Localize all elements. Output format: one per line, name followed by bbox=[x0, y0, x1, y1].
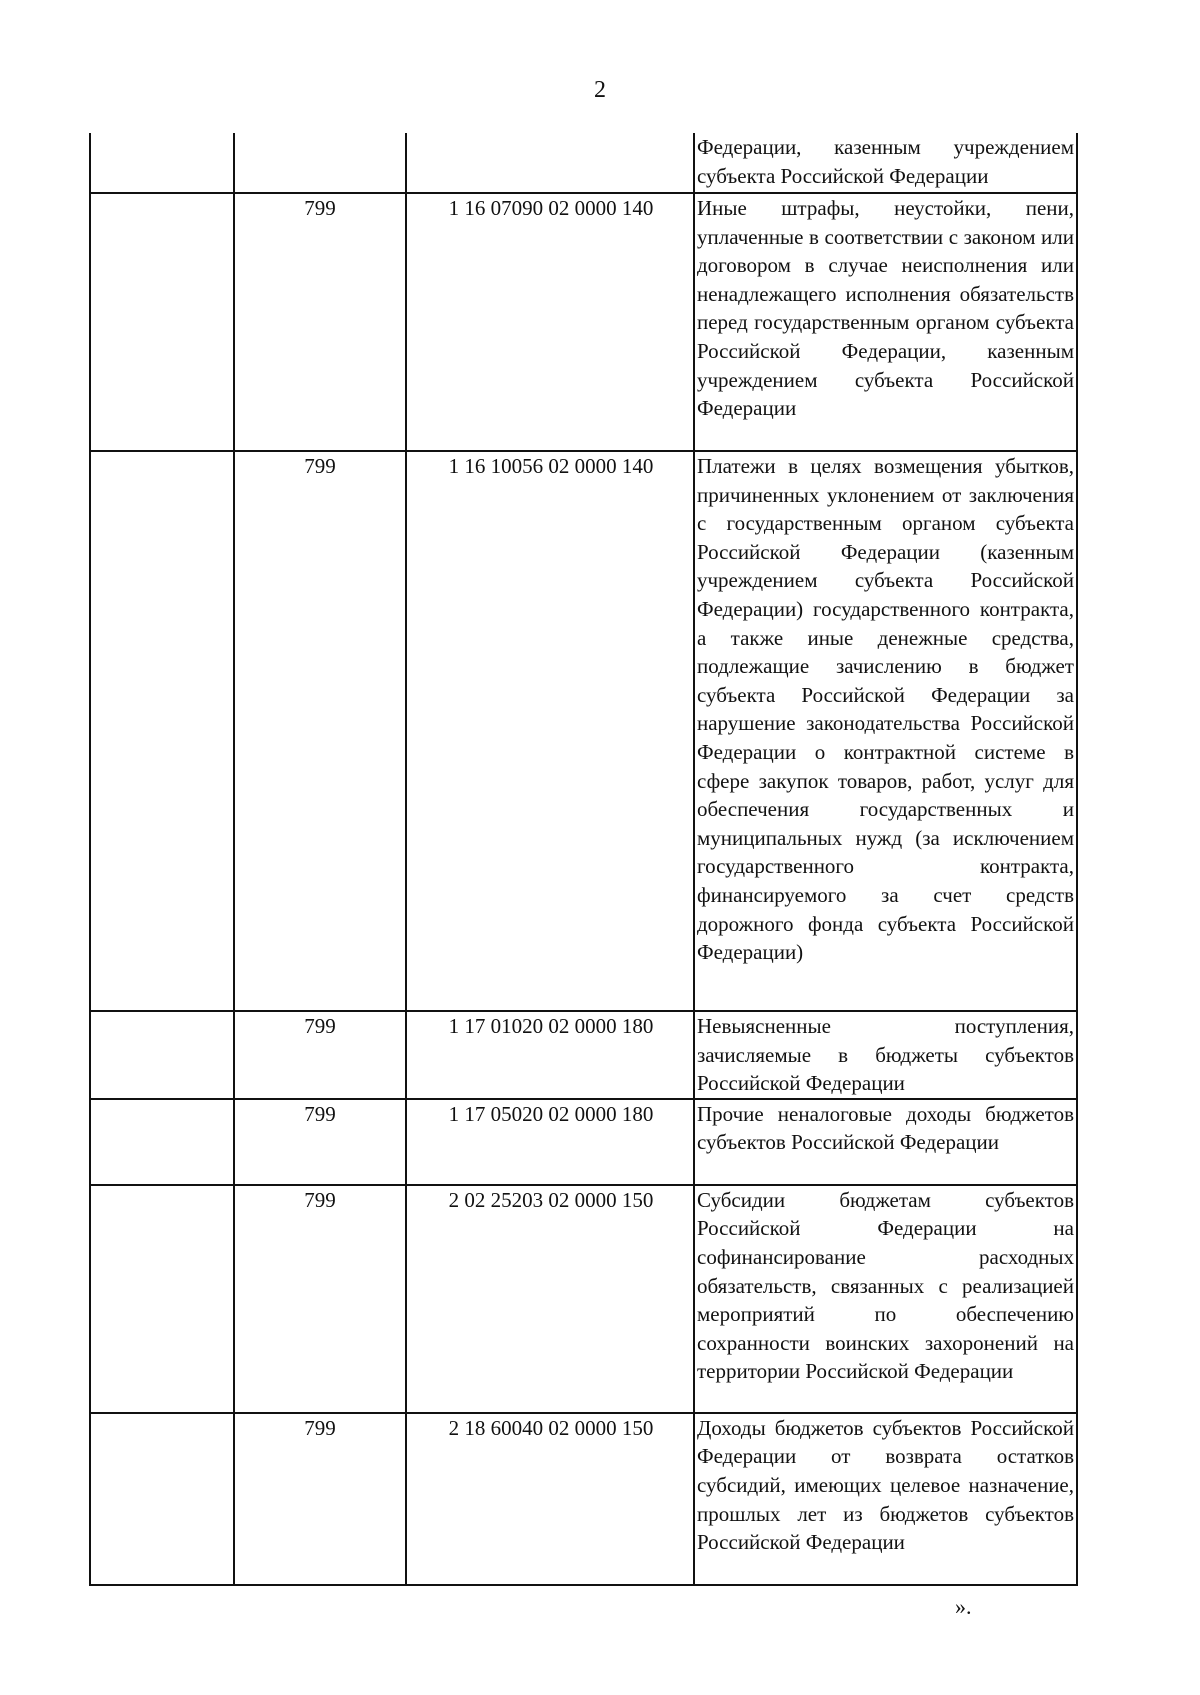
revenue-name-cell: Доходы бюджетов субъектов Российской Федерации от возврата остатков субсидий, имеющих целевое назначение, прошлых лет из бюджетов субъектов Российской Федерации bbox=[694, 1413, 1077, 1585]
revenue-name-cell: Прочие неналоговые доходы бюджетов субъектов Российской Федерации bbox=[694, 1099, 1077, 1185]
blank-cell bbox=[90, 1185, 234, 1413]
blank-cell bbox=[90, 451, 234, 1011]
page-number: 2 bbox=[594, 77, 606, 103]
budget-code-cell: 2 02 25203 02 0000 150 bbox=[406, 1185, 694, 1413]
budget-code-cell: 1 17 05020 02 0000 180 bbox=[406, 1099, 694, 1185]
table-row bbox=[90, 1185, 1077, 1413]
budget-code-cell bbox=[406, 133, 694, 193]
revenue-name-cell: Федерации, казенным учреждением субъекта Российской Федерации bbox=[694, 133, 1077, 193]
budget-codes-table bbox=[89, 133, 1078, 1586]
admin-code-cell: 799 bbox=[234, 1011, 406, 1099]
budget-code-cell: 1 16 07090 02 0000 140 bbox=[406, 193, 694, 451]
admin-code-cell bbox=[234, 133, 406, 193]
blank-cell bbox=[90, 1011, 234, 1099]
admin-code-cell: 799 bbox=[234, 1413, 406, 1585]
blank-cell bbox=[90, 133, 234, 193]
closing-quote-mark: ». bbox=[955, 1594, 972, 1619]
budget-code-cell: 2 18 60040 02 0000 150 bbox=[406, 1413, 694, 1585]
table-row bbox=[90, 1413, 1077, 1585]
table-row bbox=[90, 1011, 1077, 1099]
table-row bbox=[90, 193, 1077, 451]
budget-code-cell: 1 17 01020 02 0000 180 bbox=[406, 1011, 694, 1099]
blank-cell bbox=[90, 1099, 234, 1185]
admin-code-cell: 799 bbox=[234, 193, 406, 451]
table-row bbox=[90, 1099, 1077, 1185]
admin-code-cell: 799 bbox=[234, 451, 406, 1011]
revenue-name-cell: Платежи в целях возмещения убытков, причиненных уклонением от заключения с государственным органом субъекта Российской Федерации (казенным учреждением субъекта Российской Федерации) государственного контракта, а также иные денежные средства, подлежащие зачислению в бюджет субъекта Российской Федерации за нарушение законодательства Российской Федерации о контрактной системе в сфере закупок товаров, работ, услуг для обеспечения государственных и муниципальных нужд (за исключением государственного контракта, финансируемого за счет средств дорожного фонда субъекта Российской Федерации) bbox=[694, 451, 1077, 1011]
revenue-name-cell: Невыясненные поступления, зачисляемые в бюджеты субъектов Российской Федерации bbox=[694, 1011, 1077, 1099]
table-row bbox=[90, 451, 1077, 1011]
revenue-name-cell: Иные штрафы, неустойки, пени, уплаченные в соответствии с законом или договором в случае неисполнения или ненадлежащего исполнения обязательств перед государственным органом субъекта Российской Федерации, казенным учреждением субъекта Российской Федерации bbox=[694, 193, 1077, 451]
admin-code-cell: 799 bbox=[234, 1099, 406, 1185]
revenue-name-cell: Субсидии бюджетам субъектов Российской Федерации на софинансирование расходных обязательств, связанных с реализацией мероприятий по обеспечению сохранности воинских захоронений на территории Российской Федерации bbox=[694, 1185, 1077, 1413]
admin-code-cell: 799 bbox=[234, 1185, 406, 1413]
blank-cell bbox=[90, 193, 234, 451]
budget-code-cell: 1 16 10056 02 0000 140 bbox=[406, 451, 694, 1011]
table-row bbox=[90, 133, 1077, 193]
blank-cell bbox=[90, 1413, 234, 1585]
